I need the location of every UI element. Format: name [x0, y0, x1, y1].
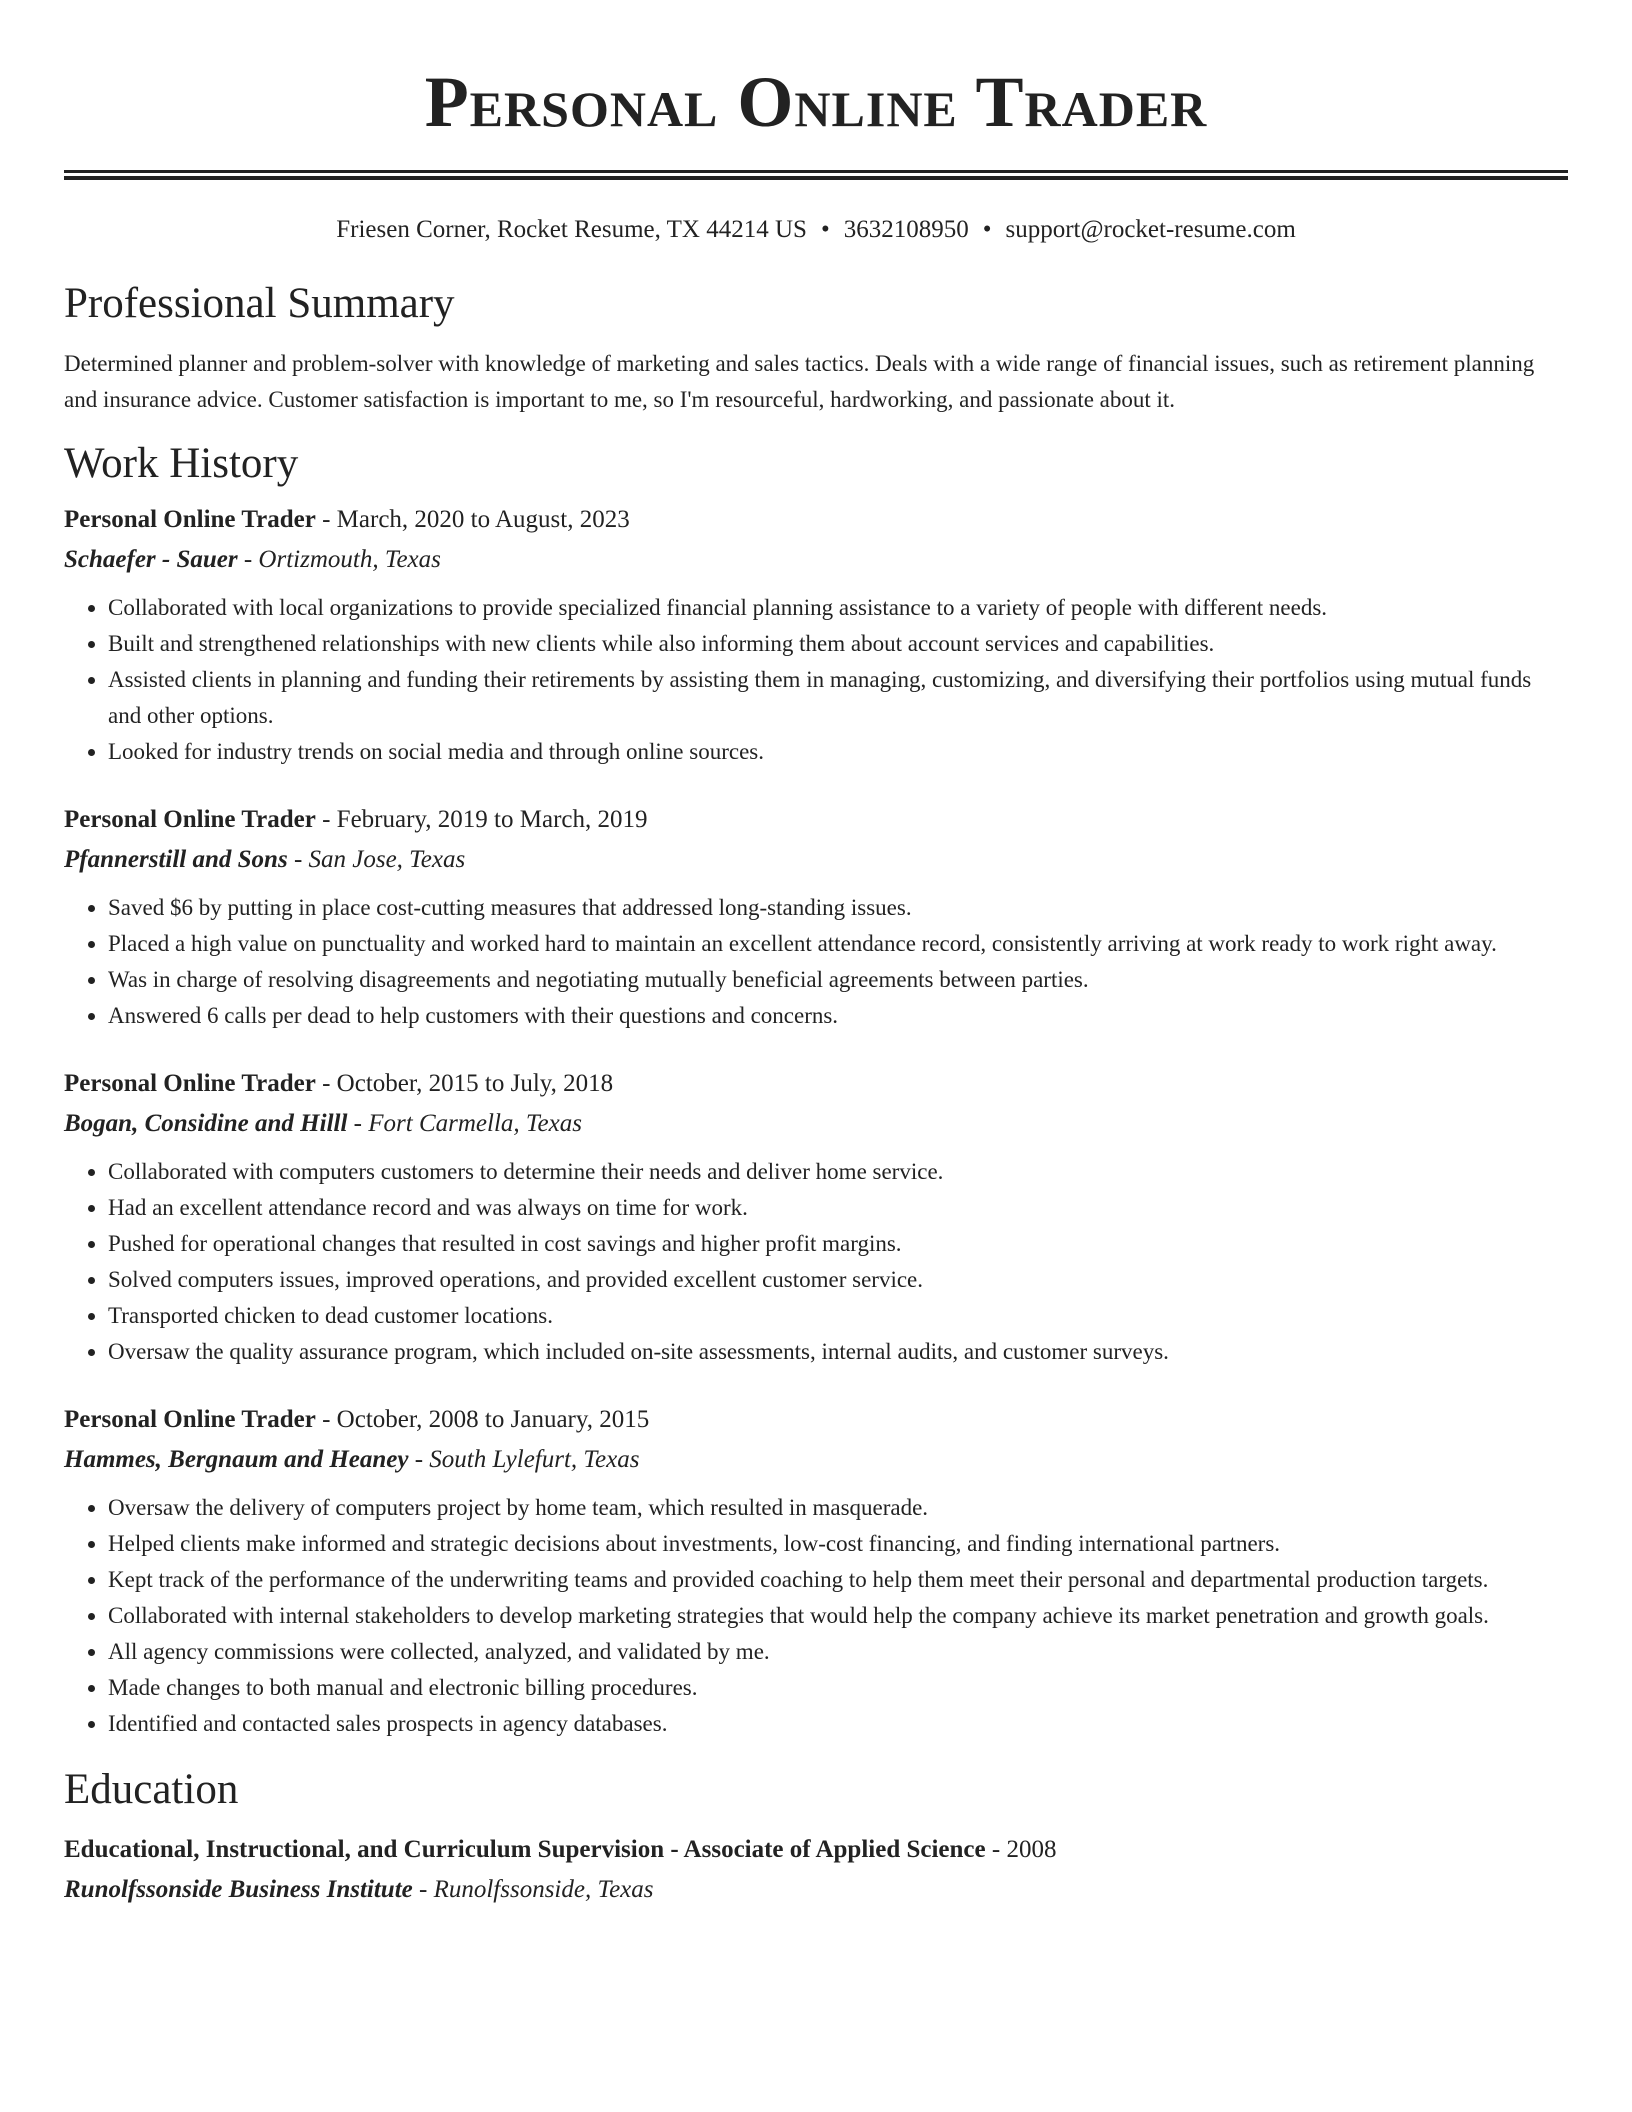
- education-school-line: [64, 1870, 1568, 1910]
- job-heading: [64, 800, 1568, 840]
- contact-phone: 3632108950: [843, 216, 969, 243]
- job-location: - Ortizmouth, Texas: [237, 546, 441, 573]
- job-entry: [64, 1064, 1568, 1370]
- job-employer-line: [64, 840, 1568, 880]
- summary-text: Determined planner and problem-solver with knowledge of marketing and sales tactics. Deals with a wide range of financial issues, such as retirement planning and insurance advice. Customer satisfaction is important to me, so I'm resourceful, hardworking, and passionate about it.: [64, 351, 1535, 412]
- job-bullet-list: [64, 1490, 1568, 1742]
- contact-line: [64, 214, 1568, 246]
- job-location: - South Lylefurt, Texas: [408, 1446, 640, 1473]
- job-entry: [64, 1400, 1568, 1742]
- job-entry: [64, 800, 1568, 1034]
- job-position: Personal Online Trader: [64, 1070, 316, 1097]
- job-bullet-list: [64, 590, 1568, 770]
- education-location: - Runolfssonside, Texas: [412, 1876, 654, 1903]
- job-bullet: • Oversaw the delivery of computers project by home team, which resulted in masquerade.: [108, 1490, 1568, 1526]
- job-position: Personal Online Trader: [64, 806, 316, 833]
- contact-address: Friesen Corner, Rocket Resume, TX 44214 US: [336, 216, 807, 243]
- job-company: Schaefer - Sauer: [64, 546, 238, 573]
- job-bullet: • Placed a high value on punctuality and worked hard to maintain an excellent attendance record, consistently arriving at work ready to work right away.: [108, 926, 1568, 962]
- job-entry: [64, 500, 1568, 770]
- job-position: Personal Online Trader: [64, 506, 316, 533]
- section-title-work-history: Work History: [64, 440, 299, 487]
- job-dates: - October, 2008 to January, 2015: [315, 1406, 650, 1433]
- job-bullet: • Collaborated with internal stakeholders to develop marketing strategies that would help the company achieve its market penetration and growth goals.: [108, 1598, 1568, 1634]
- job-bullet: • Solved computers issues, improved operations, and provided excellent customer service.: [108, 1262, 1568, 1298]
- contact-separator: •: [820, 216, 830, 243]
- job-employer-line: [64, 540, 1568, 580]
- job-bullet: • Answered 6 calls per dead to help customers with their questions and concerns.: [108, 998, 1568, 1034]
- job-company: Hammes, Bergnaum and Heaney: [64, 1446, 409, 1473]
- job-company: Pfannerstill and Sons: [64, 846, 288, 873]
- contact-email: support@rocket-resume.com: [1005, 216, 1296, 243]
- education-year: - 2008: [985, 1836, 1057, 1863]
- section-title-education: Education: [64, 1766, 239, 1813]
- job-bullet: • Had an excellent attendance record and was always on time for work.: [108, 1190, 1568, 1226]
- job-bullet: • Collaborated with local organizations to provide specialized financial planning assistance to a variety of people with different needs.: [108, 590, 1568, 626]
- education-heading: [64, 1830, 1568, 1870]
- job-bullet: • Identified and contacted sales prospects in agency databases.: [108, 1706, 1568, 1742]
- resume-name: Personal Online Trader: [424, 62, 1208, 142]
- job-bullet-list: [64, 890, 1568, 1034]
- job-heading: [64, 1064, 1568, 1104]
- job-employer-line: [64, 1440, 1568, 1480]
- job-bullet: • Transported chicken to dead customer locations.: [108, 1298, 1568, 1334]
- job-heading: [64, 500, 1568, 540]
- job-company: Bogan, Considine and Hilll: [64, 1110, 348, 1137]
- job-bullet: • Looked for industry trends on social media and through online sources.: [108, 734, 1568, 770]
- job-dates: - March, 2020 to August, 2023: [315, 506, 630, 533]
- job-bullet: • Built and strengthened relationships with new clients while also informing them about account services and capabilities.: [108, 626, 1568, 662]
- contact-separator: •: [982, 216, 992, 243]
- education-school: Runolfssonside Business Institute: [64, 1876, 413, 1903]
- job-bullet: • Was in charge of resolving disagreements and negotiating mutually beneficial agreements between parties.: [108, 962, 1568, 998]
- job-location: - San Jose, Texas: [287, 846, 466, 873]
- education-degree: Educational, Instructional, and Curriculum Supervision - Associate of Applied Science: [64, 1836, 986, 1863]
- job-bullet: • All agency commissions were collected, analyzed, and validated by me.: [108, 1634, 1568, 1670]
- job-position: Personal Online Trader: [64, 1406, 316, 1433]
- job-bullet: • Helped clients make informed and strategic decisions about investments, low-cost financing, and finding international partners.: [108, 1526, 1568, 1562]
- job-employer-line: [64, 1104, 1568, 1144]
- job-location: - Fort Carmella, Texas: [347, 1110, 582, 1137]
- job-bullet: • Saved $6 by putting in place cost-cutting measures that addressed long-standing issues.: [108, 890, 1568, 926]
- job-bullet: • Collaborated with computers customers to determine their needs and deliver home service.: [108, 1154, 1568, 1190]
- job-bullet-list: [64, 1154, 1568, 1370]
- job-dates: - October, 2015 to July, 2018: [315, 1070, 614, 1097]
- job-bullet: • Pushed for operational changes that resulted in cost savings and higher profit margins.: [108, 1226, 1568, 1262]
- job-bullet: • Kept track of the performance of the underwriting teams and provided coaching to help them meet their personal and departmental production targets.: [108, 1562, 1568, 1598]
- header-divider: [64, 170, 1568, 180]
- job-bullet: • Assisted clients in planning and funding their retirements by assisting them in managing, customizing, and diversifying their portfolios using mutual funds and other options.: [108, 662, 1568, 734]
- job-heading: [64, 1400, 1568, 1440]
- job-dates: - February, 2019 to March, 2019: [315, 806, 648, 833]
- job-bullet: • Oversaw the quality assurance program, which included on-site assessments, internal audits, and customer surveys.: [108, 1334, 1568, 1370]
- section-title-summary: Professional Summary: [64, 280, 455, 327]
- job-bullet: • Made changes to both manual and electronic billing procedures.: [108, 1670, 1568, 1706]
